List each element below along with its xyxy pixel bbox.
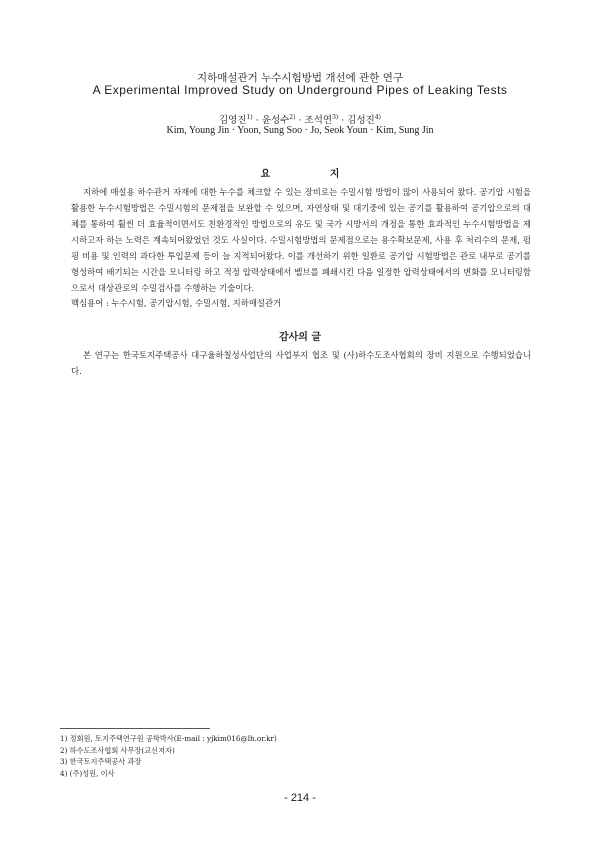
author-3: 조석연$^{3)}$ [304,113,339,126]
footnote-1: 1) 정회원, 토지주택연구원 공학박사(E-mail : yjkim016@lh.or.kr) [60,734,277,743]
footnote-2: 2) 하수도조사협회 사무장(교신저자) [60,745,175,755]
author-1: 김영진$^{1)}$ [219,113,253,126]
title-korean: 지하매설관거 누수시험방법 개선에 관한 연구 [196,72,404,84]
footnote-rule [60,728,210,729]
abstract-body: 지하에 매설용 하수관거 자재에 대한 누수를 체크할 수 있는 장비로는 수밀시험 방법이 많이 사용되어 왔다. 공기압 시험을 활용한 누수시험방법은 수밀시험의 문제점을 보완할 수 있으며, 자연상태 및 대기중에 있는 공기를 활용하여 공기압으로의 대체를 통하여 훨씬 더 효율적이면서도 친환경적인 방법으로의 유도 및 국가 시방서의 개정을 통한 효과적인 누수시험방법을 제시하고자 하는 노력은 계속되어왔었던 것도 사실이다. 수밀시험방법의 문제점으로는 용수확보문제, 사용 후 처리수의 문제, 펌핑 비용 및 인력의 과다한 투입문제 등이 늘 지적되어왔다. 이를 개선하기 위한 일환로 공기압 시험방법은 관로 내부로 공기를 형성하여 배기되는 시간을 모니터링 하고 적정 압력상태에서 벨브를 폐쇄시킨 다음 일정한 압력상태에서의 변화를 모니터링함으로서 대상관로의 수밀검사를 수행하는 기술이다. [71,187,531,293]
abstract-heading: 요 지 [260,169,368,180]
author-2: 윤성수$^{2)}$ [261,113,296,126]
keywords: 핵심용어 : 누수시험, 공기압시험, 수밀시험, 지하매설관거 [71,298,282,308]
authors-korean: 김영진$^{1)}$ · 윤성수$^{2)}$ · 조석연$^{3)}$ · 김성진$^{4)}$ [219,113,381,126]
author-4: 김성진$^{4)}$ [347,113,381,126]
page-number: - 214 - [284,792,316,804]
acknowledgement-body: 본 연구는 한국토지주택공사 대구율하칠성사업단의 사업부지 협조 및 (사)하수도조사협회의 장비 지원으로 수행되었습니다. [71,350,531,376]
footnotes [60,733,540,779]
acknowledgement-heading: 감사의 글 [278,332,322,343]
footnote-4: 4) (주)성원, 이사 [60,768,115,778]
authors-english: Kim, Young Jin · Yoon, Sung Soo · Jo, Seok Youn · Kim, Sung Jin [166,125,434,136]
title-english: A Experimental Improved Study on Underground Pipes of Leaking Tests [92,83,508,97]
footnote-3: 3) 한국토지주택공사 과장 [60,757,142,766]
